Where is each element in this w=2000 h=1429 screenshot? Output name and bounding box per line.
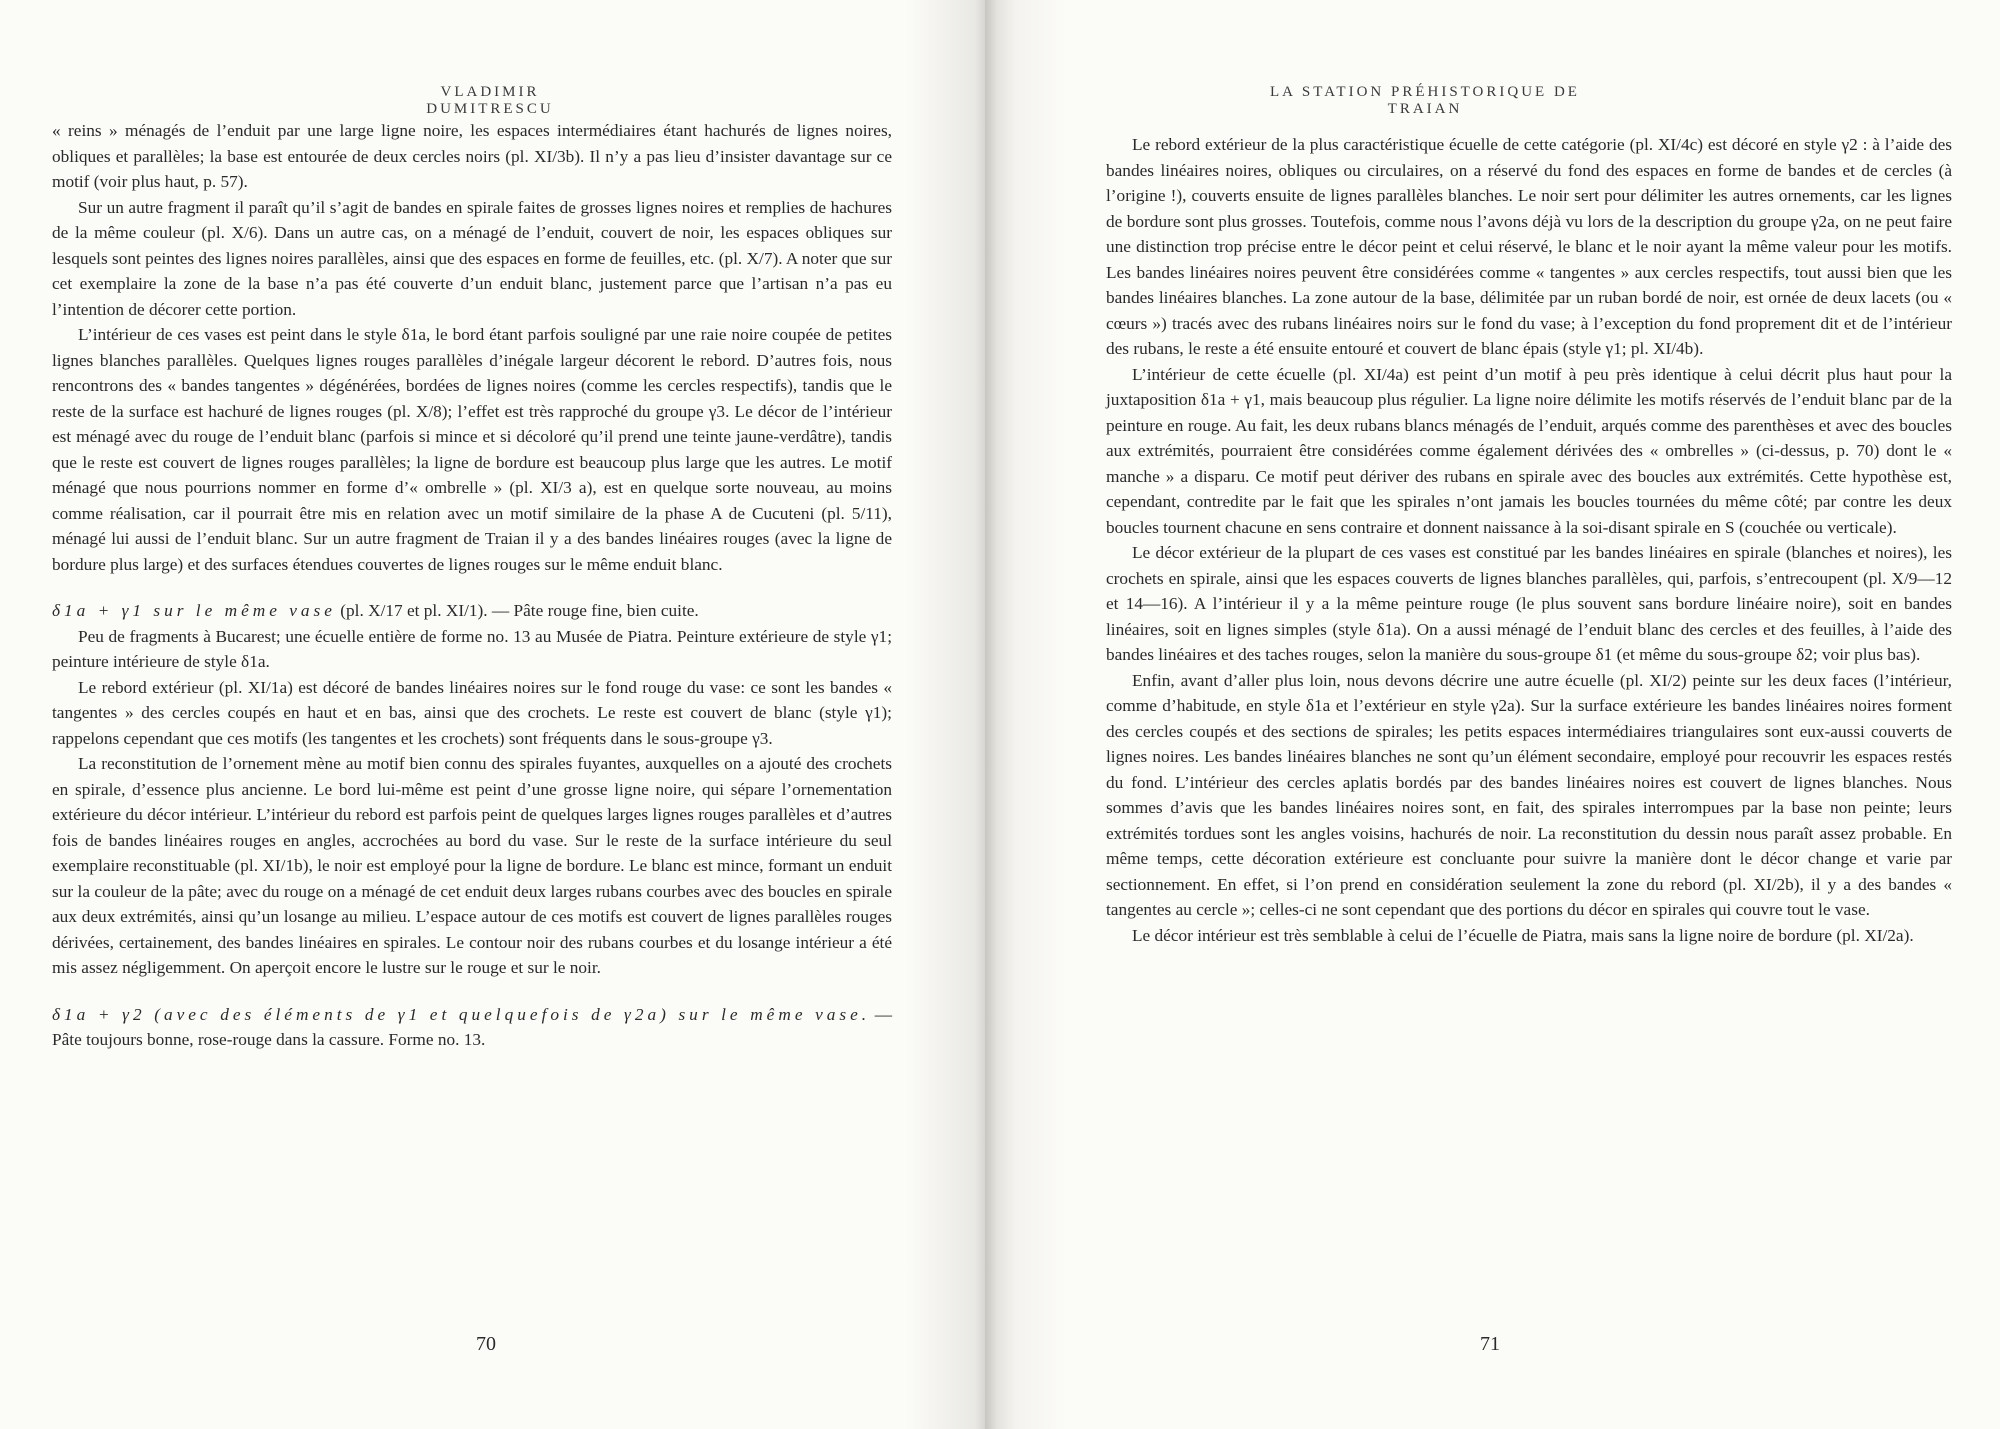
left-page-text [52,118,892,1053]
left-page [0,0,985,1429]
section-heading-2 [52,1002,892,1053]
paragraph: Le rebord extérieur de la plus caractéristique écuelle de cette catégorie (pl. XI/4c) est décoré en style γ2 : à l’aide des bandes linéaires noires, obliques ou circulaires, on a réservé du fond des espaces en forme de bandes et de cercles (à l’origine !), couverts ensuite de lignes parallèles blanches. Le noir sert pour délimiter les autres ornements, car les lignes de bordure sont plus grosses. Toutefois, comme nous l’avons déjà vu lors de la description du groupe γ2a, on ne peut faire une distinction trop précise entre le décor peint et celui réservé, le blanc et le noir ayant la même valeur pour les motifs. Les bandes linéaires noires peuvent être considérées comme « tangentes » aux cercles respectifs, tout aussi bien que les bandes linéaires blanches. La zone autour de la base, délimitée par un ruban bordé de noir, est ornée de deux lacets (ou « cœurs ») tracés avec des rubans linéaires noirs sur le fond du vase; à l’exception du fond proprement dit et de l’intérieur des rubans, le reste a été ensuite entouré et couvert de blanc épais (style γ1; pl. XI/4b). [1106,135,1952,358]
paragraph: L’intérieur de cette écuelle (pl. XI/4a) est peint d’un motif à peu près identique à celui décrit plus haut pour la juxtaposition δ1a + γ1, mais beaucoup plus régulier. La ligne noire délimite les motifs réservés de l’enduit blanc par de la peinture en rouge. Au fait, les deux rubans blancs ménagés de l’enduit, arqués comme des parenthèses et avec des boucles aux extrémités, pourraient être considérées comme également dérivées des « ombrelles » (ci-dessus, p. 70) dont le « manche » a disparu. Ce motif peut dériver des rubans en spirale avec des boucles aux extrémités. Cette hypothèse est, cependant, contredite par le fait que les spirales n’ont jamais les boucles tournées du même côté; par contre les deux boucles tournent chacune en sens contraire et donnent naissance à la soi-disant spirale en S (couchée ou verticale). [1106,364,1952,537]
right-page [985,0,2000,1429]
section-heading-1 [52,598,892,624]
paragraph: Le rebord extérieur (pl. XI/1a) est décoré de bandes linéaires noires sur le fond rouge du vase: ce sont les bandes « tangentes » des cercles coupés en haut et en bas, ainsi que des crochets. Le reste est couvert de blanc (style γ1); rappelons cependant que ces motifs (les tangentes et les crochets) sont fréquents dans le sous-groupe γ3. [52,677,892,748]
running-head-left: VLADIMIR DUMITRESCU [426,84,554,117]
paragraph: « reins » ménagés de l’enduit par une large ligne noire, les espaces intermédiaires étant hachurés de lignes noires, obliques et parallèles; la base est entourée de deux cercles noirs (pl. XI/3b). Il n’y a pas lieu d’insister davantage sur ce motif (voir plus haut, p. 57). [52,121,892,191]
paragraph: Le décor intérieur est très semblable à celui de l’écuelle de Piatra, mais sans la ligne noire de bordure (pl. XI/2a). [1132,925,1914,945]
right-page-text [1106,132,1952,948]
section-title: δ1a + γ2 (avec des éléments de γ1 et quelquefois de γ2a) sur le même vase. [52,1004,871,1024]
paragraph: Sur un autre fragment il paraît qu’il s’agit de bandes en spirale faites de grosses lignes noires et remplies de hachures de la même couleur (pl. X/6). Dans un autre cas, on a ménagé de l’enduit, couvert de noir, les espaces obliques sur lesquels sont peintes des lignes noires parallèles, ainsi que des espaces en forme de feuilles, etc. (pl. X/7). A noter que sur cet exemplaire la zone de la base n’a pas été couverte d’un enduit blanc, justement parce que l’artisan n’a pas eu l’intention de décorer cette portion. [52,197,892,319]
running-head-right: LA STATION PRÉHISTORIQUE DE TRAIAN [1270,84,1580,117]
paragraph: Peu de fragments à Bucarest; une écuelle entière de forme no. 13 au Musée de Piatra. Peinture extérieure de style γ1; peinture intérieure de style δ1a. [52,626,892,671]
paragraph: Enfin, avant d’aller plus loin, nous devons décrire une autre écuelle (pl. XI/2) peinte sur les deux faces (l’intérieur, comme d’habitude, en style δ1a et l’extérieur en style γ2a). Sur la surface extérieure les bandes linéaires noires forment des cercles coupés et des sections de spirales; les petits espaces intermédiaires triangulaires sont eux-aussi couverts de lignes noires. Les bandes linéaires blanches ne sont qu’un élément secondaire, employé pour recouvrir les espaces restés du fond. L’intérieur des cercles aplatis bordés par des bandes linéaires noires est couvert de lignes blanches. Nous sommes d’avis que les bandes linéaires noires sont, en fait, des spirales interrompues par la base non peinte; leurs extrémités tordues sont les angles voisins, hachurés de noir. La reconstitution du dessin nous paraît assez probable. En même temps, cette décoration extérieure est concluante pour suivre la manière dont le décor change et varie par sectionnement. En effet, si l’on prend en considération seulement la zone du rebord (pl. XI/2b), il y a des bandes « tangentes au cercle »; celles-ci ne sont cependant que des portions du décor en spirales qui couvre tout le vase. [1106,670,1952,919]
section-title: δ1a + γ1 sur le même vase [52,601,336,620]
book-gutter [975,0,997,1429]
page-number-left: 70 [476,1333,496,1355]
paragraph: Le décor extérieur de la plupart de ces vases est constitué par les bandes linéaires en spirale (blanches et noires), les crochets en spirale, ainsi que les espaces couverts de lignes blanches parallèles, qui, parfois, s’entrecoupent (pl. X/9—12 et 14—16). A l’intérieur il y a la même peinture rouge (le plus souvent sans bordure linéaire noire), soit en bandes linéaires, soit en lignes simples (style δ1a). On a aussi ménagé de l’enduit blanc des cercles et des feuilles, à l’aide des bandes linéaires et des taches rouges, selon la manière du sous-groupe δ1 (et même du sous-groupe δ2; voir plus bas). [1106,543,1952,664]
paragraph: L’intérieur de ces vases est peint dans le style δ1a, le bord étant parfois souligné par une raie noire coupée de petites lignes blanches parallèles. Quelques lignes rouges parallèles d’inégale largeur décorent le rebord. D’autres fois, nous rencontrons des « bandes tangentes » dégénérées, bordées de lignes noires (comme les cercles respectifs), tandis que le reste de la surface est hachuré de lignes rouges (pl. X/8); l’effet est très rapproché du groupe γ3. Le décor de l’intérieur est ménagé avec du rouge de l’enduit blanc (parfois si mince et si décoloré qu’il prend une teinte jaune-verdâtre), tandis que le reste est couvert de lignes rouges parallèles; la ligne de bordure est beaucoup plus large que les autres. Le motif ménagé que nous pourrions nommer en forme d’« ombrelle » (pl. XI/3 a), est en quelque sorte nouveau, au moins comme réalisation, car il pourrait être mis en relation avec un motif similaire de la phase A de Cucuteni (pl. 5/11), ménagé lui aussi de l’enduit blanc. Sur un autre fragment de Traian il y a des bandes linéaires rouges (avec la ligne de bordure plus large) et des surfaces étendues couvertes de lignes rouges sur le même enduit blanc. [52,325,892,574]
paragraph: La reconstitution de l’ornement mène au motif bien connu des spirales fuyantes, auxquelles on a ajouté des crochets en spirale, d’essence plus ancienne. Le bord lui-même est peint d’une grosse ligne noire, qui sépare l’ornementation extérieure du décor intérieur. L’intérieur du rebord est parfois peint de quelques larges lignes rouges parallèles et d’autres fois de bandes linéaires rouges en angles, accrochées au bord du vase. Sur le reste de la surface intérieure du seul exemplaire reconstituable (pl. XI/1b), le noir est employé pour la ligne de bordure. Le blanc est mince, formant un enduit sur la couleur de la pâte; avec du rouge on a ménagé de cet enduit deux larges rubans courbes avec des boucles en spirale aux deux extrémités, ainsi qu’un losange au milieu. L’espace autour de ces motifs est couvert de lignes parallèles rouges dérivées, certainement, des bandes linéaires en spirales. Le contour noir des rubans courbes et du losange intérieur a été mis assez négligemment. On aperçoit encore le lustre sur le rouge et sur le noir. [52,754,892,977]
page-number-right: 71 [1480,1333,1500,1355]
section-lead: (pl. X/17 et pl. XI/1). — Pâte rouge fine, bien cuite. [340,601,699,620]
section-lead: — Pâte toujours bonne, rose-rouge dans la cassure. Forme no. 13. [52,1004,892,1049]
